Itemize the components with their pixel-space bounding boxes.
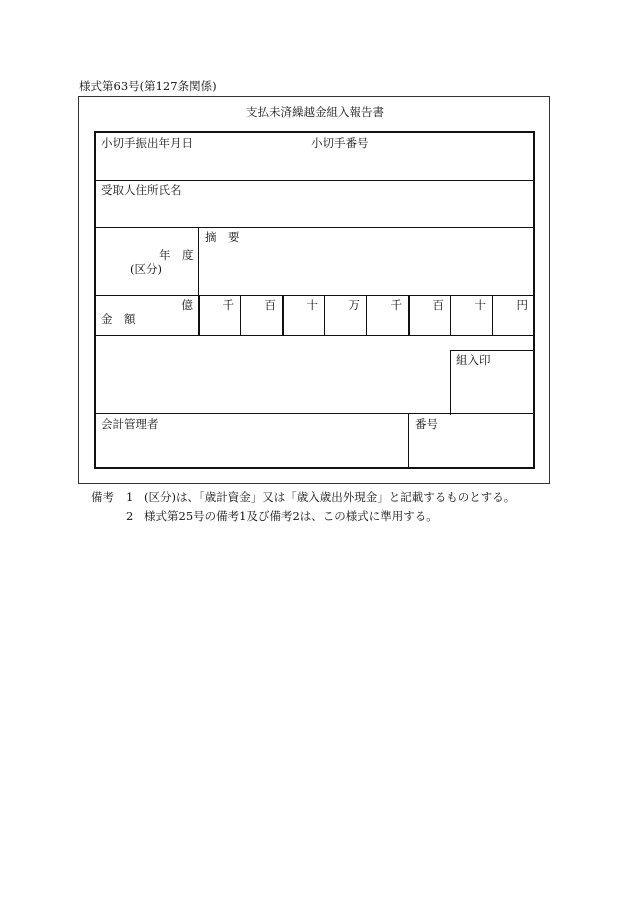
digit-unit-label: 円	[516, 298, 528, 312]
col-divider-accountant	[408, 414, 409, 468]
form-number: 様式第63号(第127条関係)	[79, 79, 217, 93]
digit-unit-cell	[366, 296, 408, 336]
check-number-label: 小切手番号	[311, 136, 369, 150]
note-1-text: (区分)は、「歳計資金」又は「歳入歳出外現金」と記載するものとする。	[144, 490, 516, 504]
digit-unit-label: 百	[432, 298, 444, 312]
note-2-text: 様式第25号の備考1及び備考2は、この様式に準用する。	[144, 509, 438, 523]
digit-unit-cell	[324, 296, 366, 336]
digit-unit-label: 千	[222, 298, 234, 312]
accountant-label: 会計管理者	[101, 417, 159, 431]
row-divider-1	[95, 180, 534, 181]
year-label: 年 度	[159, 248, 194, 262]
seal-label: 組入印	[456, 353, 491, 367]
digit-unit-label: 十	[474, 298, 486, 312]
payee-label: 受取人住所氏名	[101, 183, 182, 197]
digit-unit-cell	[240, 296, 282, 336]
digit-unit-cell	[408, 296, 450, 336]
digit-unit-cell	[282, 296, 324, 336]
digit-unit-cell	[199, 296, 240, 336]
form-title: 支払未済繰越金組入報告書	[246, 105, 384, 119]
division-label: (区分)	[130, 262, 162, 276]
digit-unit-cell	[150, 296, 199, 336]
notes-label: 備考	[91, 490, 114, 504]
digit-unit-cell	[450, 296, 492, 336]
digit-unit-cell	[492, 296, 534, 336]
check-date-label: 小切手振出年月日	[101, 136, 193, 150]
digit-unit-label: 万	[348, 298, 360, 312]
note-1-number: 1	[126, 490, 134, 504]
row-divider-2	[95, 227, 534, 228]
note-2-number: 2	[126, 509, 134, 523]
amount-label: 金 額	[101, 312, 136, 326]
digit-unit-label: 十	[306, 298, 318, 312]
summary-label: 摘 要	[205, 230, 240, 244]
digit-unit-label: 千	[390, 298, 402, 312]
digit-unit-label: 百	[264, 298, 276, 312]
digit-unit-label: 億	[181, 298, 193, 312]
number-label: 番号	[415, 417, 438, 431]
